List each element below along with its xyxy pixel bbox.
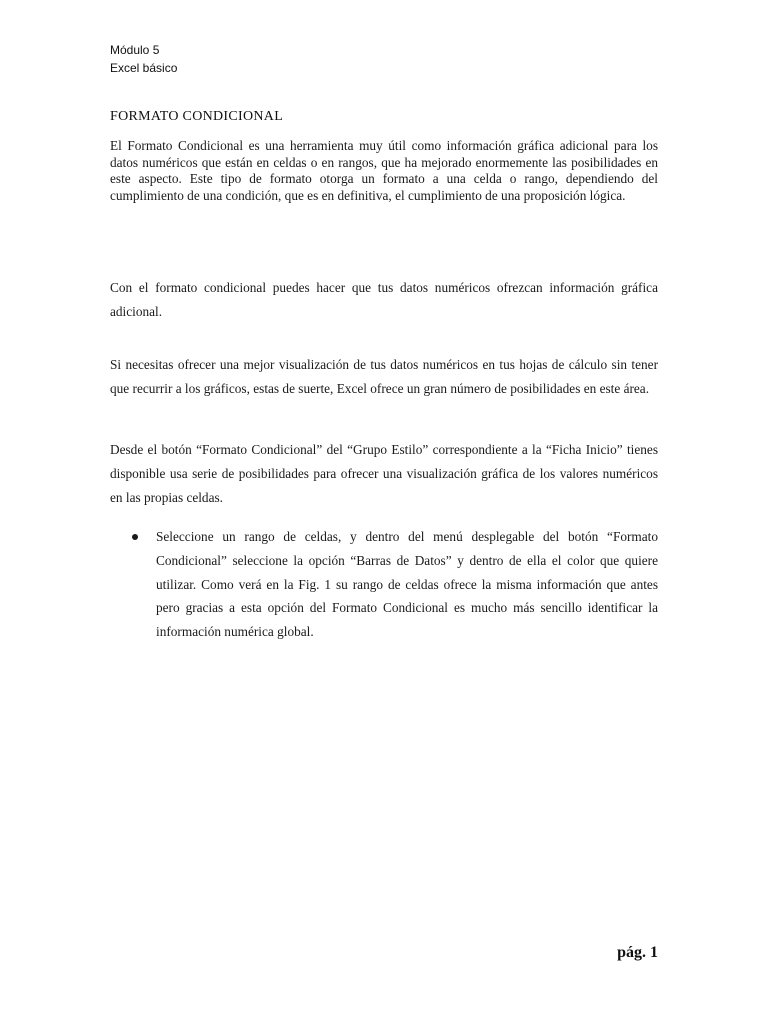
bullet-icon: [132, 534, 138, 540]
page-number: pág. 1: [617, 944, 658, 961]
header-course: Excel básico: [110, 61, 178, 75]
section-title: FORMATO CONDICIONAL: [110, 109, 284, 124]
page-header: [110, 41, 177, 77]
paragraph-intro: El Formato Condicional es una herramienta muy útil como información gráfica adicional para los datos numéricos que están en celdas o en rangos, que ha mejorado enormemente las posibilidades en este aspecto. Este tipo de formato otorga un formato a una celda o rango, dependiendo del cumplimiento de una condición, que es en definitiva, el cumplimiento de una proposición lógica.: [110, 138, 658, 203]
header-module: Módulo 5: [110, 43, 160, 57]
paragraph-numeric-info: Con el formato condicional puedes hacer que tus datos numéricos ofrezcan información gráfica adicional.: [110, 280, 658, 319]
list-item: [110, 525, 658, 644]
bullet-text: Seleccione un rango de celdas, y dentro del menú desplegable del botón “Formato Condicional” seleccione la opción “Barras de Datos” y dentro de ella el color que quiere utilizar. Como verá en la Fig. 1 su rango de celdas ofrece la misma información que antes pero gracias a esta opción del Formato Condicional es mucho más sencillo identificar la información numérica global.: [156, 529, 658, 640]
bullet-list: [110, 525, 658, 644]
paragraph-button-location: Desde el botón “Formato Condicional” del “Grupo Estilo” correspondiente a la “Ficha Inicio” tienes disponible usa serie de posibilidades para ofrecer una visualización gráfica de los valores numéricos en las propias celdas.: [110, 442, 658, 505]
paragraph-visualization: Si necesitas ofrecer una mejor visualización de tus datos numéricos en tus hojas de cálculo sin tener que recurrir a los gráficos, estas de suerte, Excel ofrece un gran número de posibilidades en este área.: [110, 357, 658, 396]
